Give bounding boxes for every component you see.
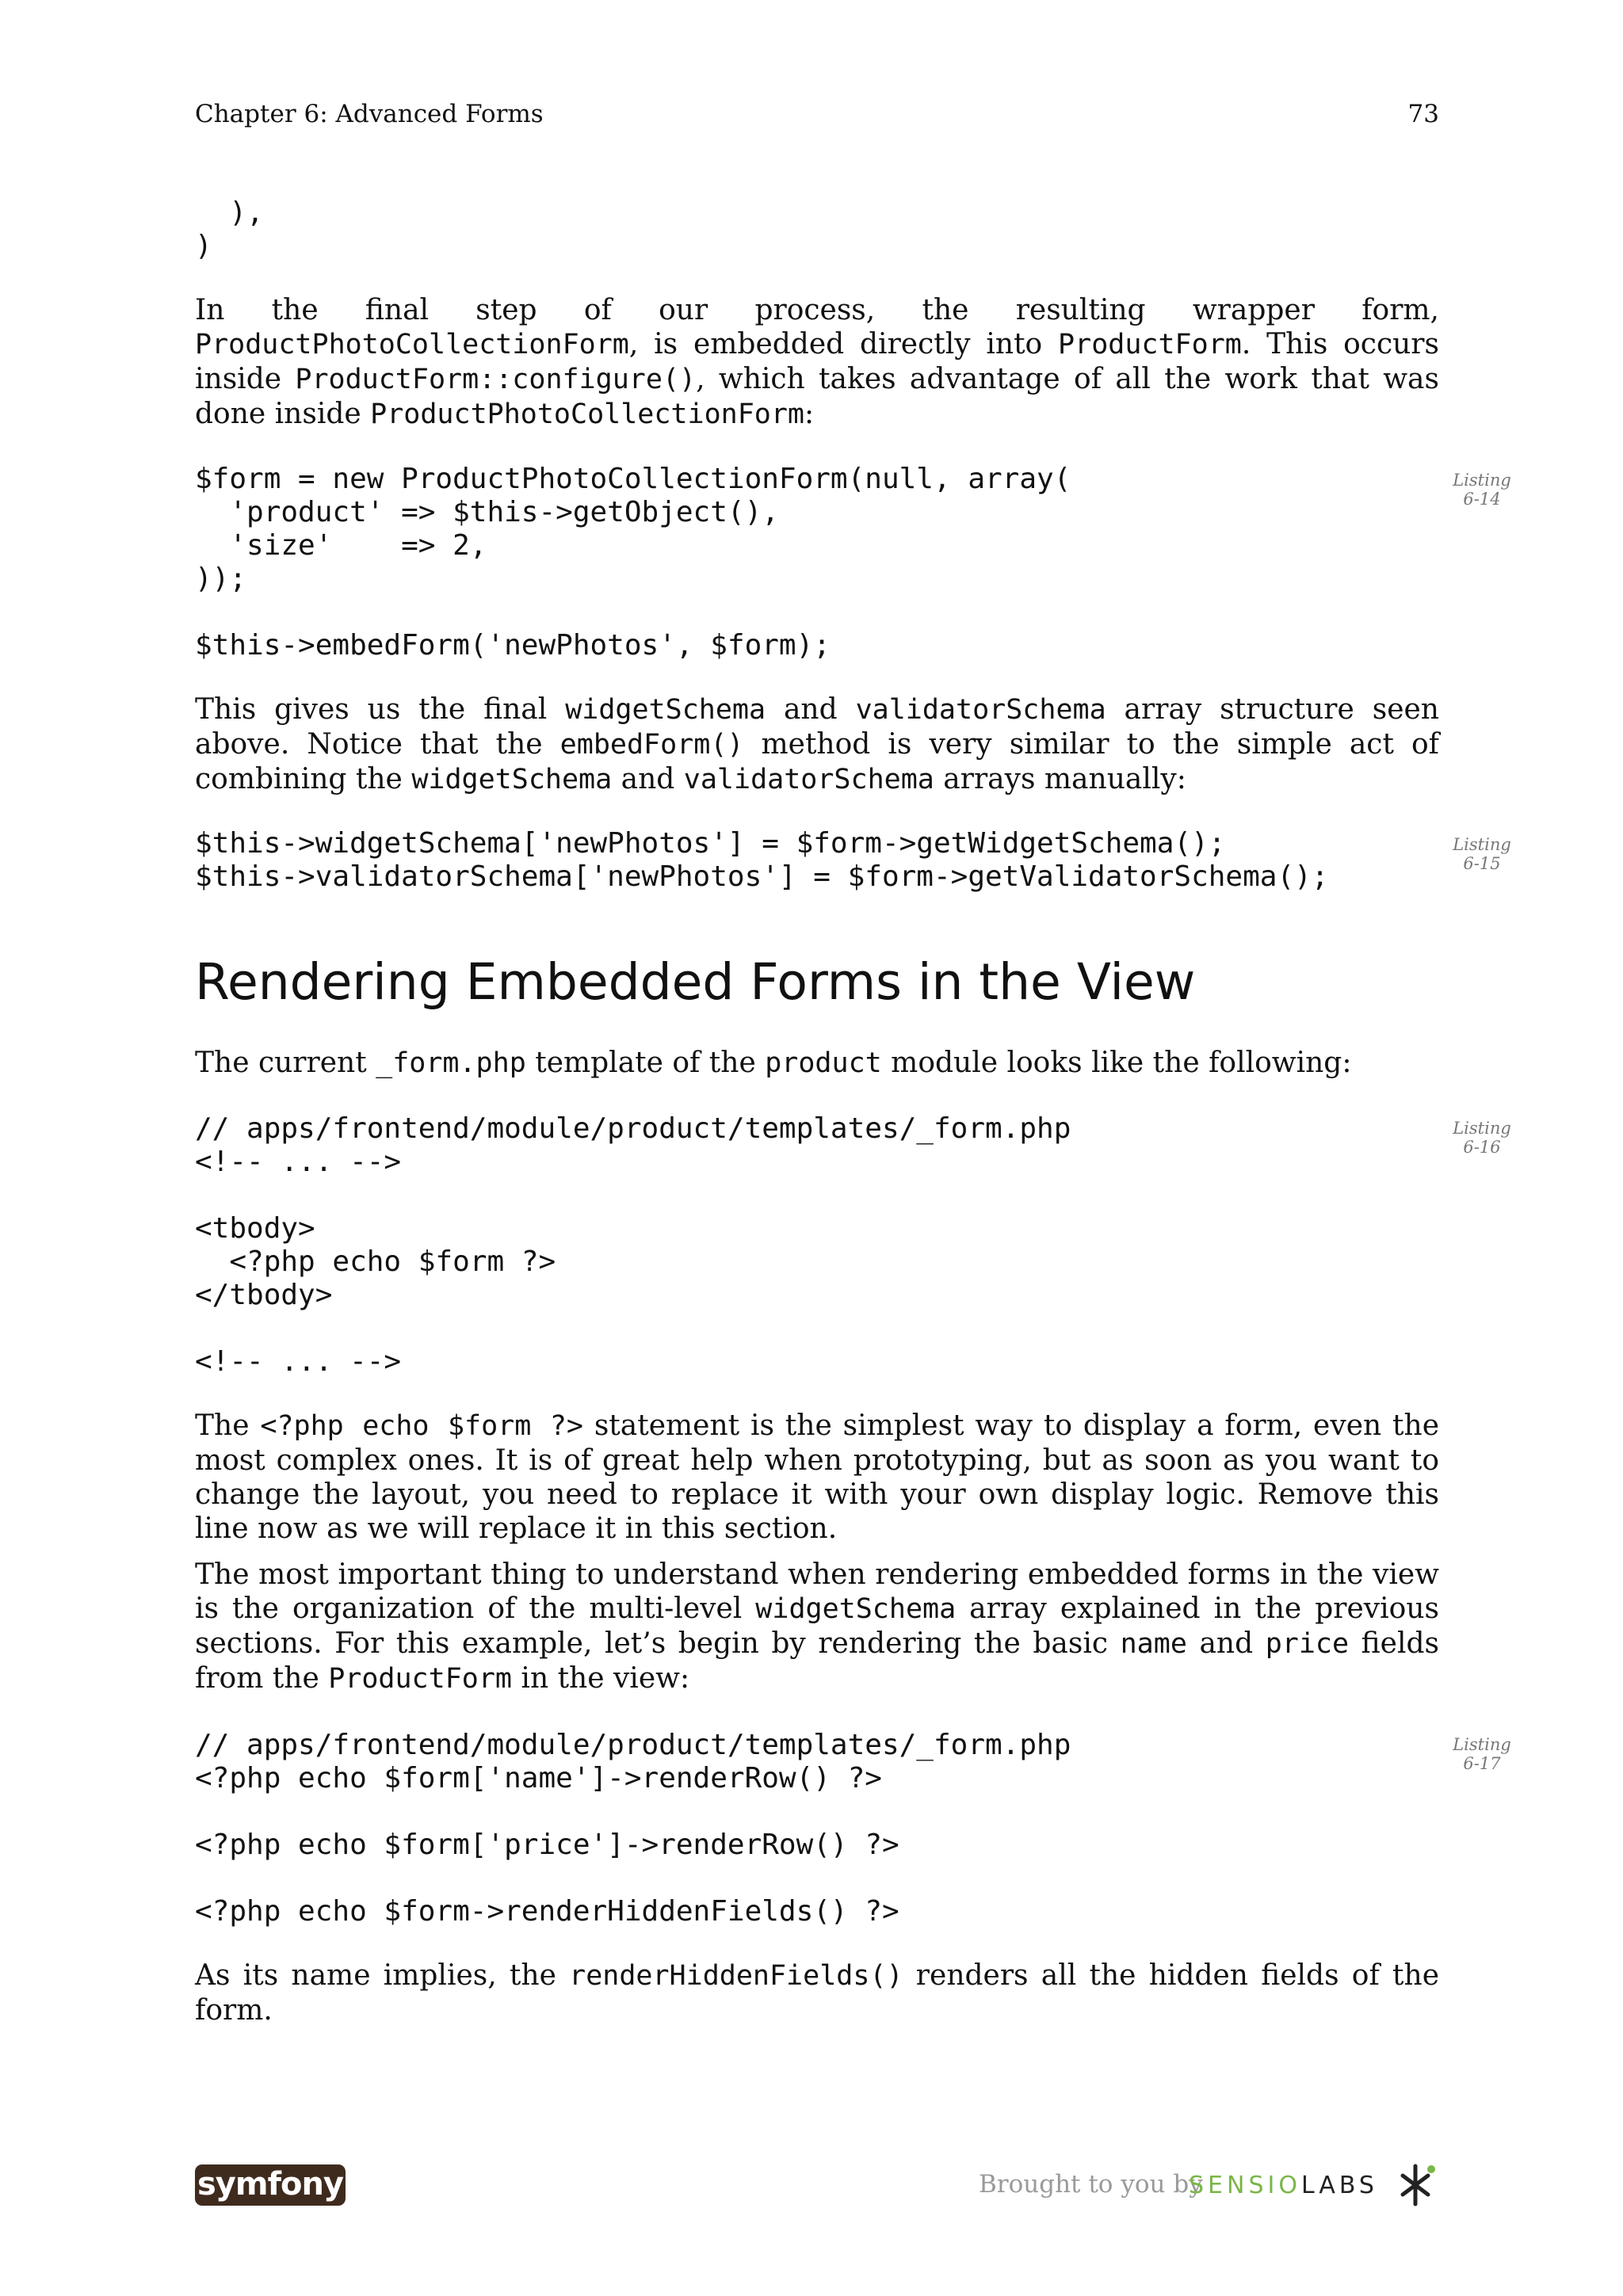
paragraph: The most important thing to understand when rendering embedded forms in the view is the organization of the multi-level widgetSchema array explained in the previous sections. For this example, let’s begin by rendering the basic name and price fields from the ProductForm in the view: bbox=[195, 1558, 1439, 1695]
paragraph: As its name implies, the renderHiddenFields() renders all the hidden fields of the form. bbox=[195, 1959, 1439, 2027]
paragraph: This gives us the final widgetSchema and validatorSchema array structure seen above. Notice that the embedForm() method is very similar to the simple act of combining the widgetSchema and validatorSchema arrays manually: bbox=[195, 693, 1439, 795]
listing-label: Listing 6-17 bbox=[1453, 1735, 1511, 1773]
code-fragment: ), ) bbox=[195, 196, 264, 262]
code-listing: // apps/frontend/module/product/templates/_form.php <!-- ... --> <tbody> <?php echo $form ?> </tbody> <!-- ... --> bbox=[195, 1112, 1071, 1378]
chapter-title: Chapter 6: Advanced Forms bbox=[195, 100, 544, 128]
paragraph: The <?php echo $form ?> statement is the simplest way to display a form, even the most complex ones. It is of great help when prototyping, but as soon as you want to change the layout, you need to replace it with your own display logic. Remove this line now as we will replace it in this section. bbox=[195, 1409, 1439, 1545]
page-number: 73 bbox=[1407, 100, 1439, 128]
code-listing: $form = new ProductPhotoCollectionForm(null, array( 'product' => $this->getObject(), 'size' => 2, )); $this->embedForm('newPhotos', $form); bbox=[195, 463, 1071, 662]
sensiolabs-star-icon bbox=[1400, 2163, 1436, 2207]
symfony-logo: symfony bbox=[195, 2164, 346, 2206]
code-listing: $this->widgetSchema['newPhotos'] = $form->getWidgetSchema(); $this->validatorSchema['newPhotos'] = $form->getValidatorSchema(); bbox=[195, 827, 1329, 893]
paragraph: In the final step of our process, the resulting wrapper form, ProductPhotoCollectionForm, is embedded directly into ProductForm. This occurs inside ProductForm::configure(), which takes advantage of all the work that was done inside ProductPhotoCollectionForm: bbox=[195, 294, 1439, 430]
code-listing: // apps/frontend/module/product/templates/_form.php <?php echo $form['name']->renderRow() ?> <?php echo $form['price']->renderRow() ?> <?php echo $form->renderHiddenFields() ?> bbox=[195, 1729, 1071, 1928]
brought-to-you-text: Brought to you by bbox=[979, 2170, 1203, 2199]
section-heading: Rendering Embedded Forms in the View bbox=[195, 953, 1196, 1011]
sensiolabs-logo: SENSIOLABS bbox=[1189, 2172, 1378, 2199]
listing-label: Listing 6-16 bbox=[1453, 1119, 1511, 1157]
listing-label: Listing 6-15 bbox=[1453, 835, 1511, 873]
listing-label: Listing 6-14 bbox=[1453, 471, 1511, 509]
paragraph: The current _form.php template of the product module looks like the following: bbox=[195, 1047, 1352, 1079]
